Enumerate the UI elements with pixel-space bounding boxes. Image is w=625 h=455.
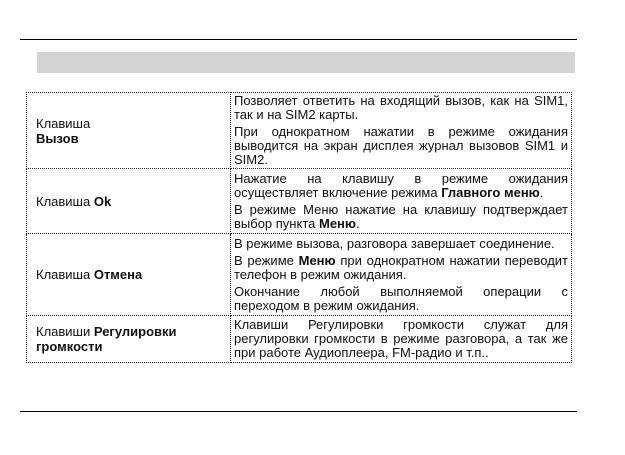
description-text: . bbox=[539, 184, 544, 200]
description-paragraph bbox=[234, 254, 568, 282]
description-text: Нажатие на клавишу в режиме ожидания осуществляет включение режима bbox=[234, 170, 568, 200]
description-text: В режиме вызова, разговора завершает соединение. bbox=[234, 235, 555, 251]
description-cell bbox=[231, 316, 572, 363]
keys-table bbox=[26, 92, 572, 363]
key-name: Отмена bbox=[93, 267, 143, 282]
description-paragraph bbox=[234, 285, 568, 313]
description-paragraph bbox=[234, 237, 568, 251]
key-name: Регулировки громкости bbox=[36, 324, 177, 354]
key-label: Клавиша bbox=[36, 267, 94, 282]
key-cell bbox=[27, 316, 231, 363]
description-cell bbox=[231, 169, 572, 234]
table-row bbox=[27, 169, 572, 234]
description-text: Позволяет ответить на входящий вызов, как на SIM1, так и на SIM2 карты. bbox=[234, 93, 568, 122]
description-paragraph bbox=[234, 172, 568, 200]
table-row bbox=[27, 93, 572, 169]
description-text: Клавиши Регулировки громкости служат для регулировки громкости в режиме разговора, а так же при работе Аудиоплеера, FM-радио и т.п.. bbox=[234, 317, 568, 360]
section-header-band bbox=[37, 52, 575, 73]
key-cell bbox=[27, 234, 231, 316]
description-text: . bbox=[356, 215, 360, 231]
description-cell bbox=[231, 234, 572, 316]
key-name: Вызов bbox=[36, 130, 79, 146]
description-paragraph bbox=[234, 203, 568, 231]
key-cell bbox=[27, 169, 231, 234]
description-paragraph bbox=[234, 94, 568, 122]
footer-rule bbox=[20, 411, 577, 412]
key-label: Клавиши bbox=[36, 324, 94, 339]
table-row bbox=[27, 316, 572, 363]
description-text: при однократном нажатии переводит телефон в режим ожидания. bbox=[234, 252, 568, 282]
description-paragraph bbox=[234, 318, 568, 360]
description-text: Окончание любой выполняемой операции с переходом в режим ожидания. bbox=[234, 283, 568, 313]
emphasis-text: Меню bbox=[298, 252, 336, 268]
emphasis-text: Меню bbox=[318, 215, 356, 231]
key-name: Ok bbox=[93, 193, 112, 209]
emphasis-text: Главного меню bbox=[441, 184, 540, 200]
description-cell bbox=[231, 93, 572, 169]
description-text: При однократном нажатии в режиме ожидания выводится на экран дисплея журнал вызовов SIM1 и SIM2. bbox=[234, 124, 568, 167]
key-label: Клавиша bbox=[36, 115, 91, 131]
description-text: В режиме bbox=[234, 252, 299, 268]
key-cell bbox=[27, 93, 231, 169]
key-label: Клавиша bbox=[36, 193, 94, 209]
table-row bbox=[27, 234, 572, 316]
header-rule bbox=[20, 39, 577, 40]
description-paragraph bbox=[234, 125, 568, 167]
description-text: В режиме Меню нажатие на клавишу подтверждает выбор пункта bbox=[234, 201, 568, 231]
